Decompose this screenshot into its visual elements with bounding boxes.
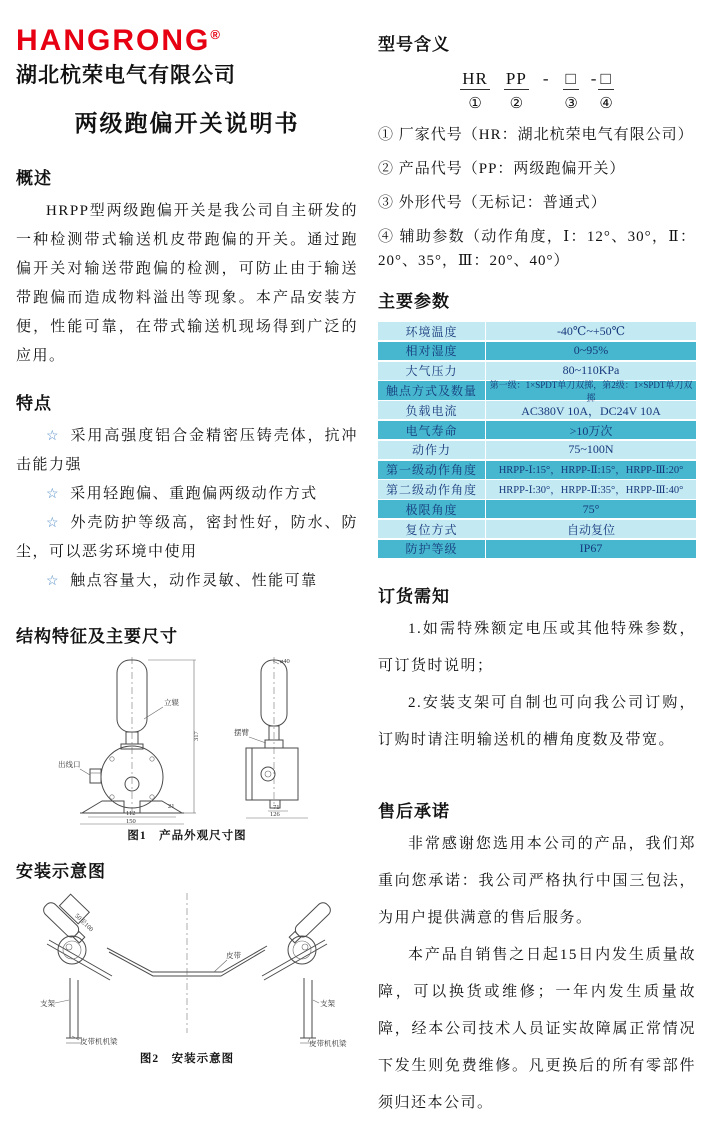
feature-item xyxy=(16,480,358,509)
company-name: 湖北杭荣电气有限公司 xyxy=(16,64,236,87)
param-value: -40℃~+50℃ xyxy=(556,323,626,338)
param-label: 大气压力 xyxy=(378,362,486,380)
model-code-dash2 xyxy=(591,69,598,89)
parameters-heading: 主要参数 xyxy=(378,292,450,311)
param-value: 第一级：1×SPDT单刀双掷，第2级：1×SPDT单刀双掷 xyxy=(489,379,693,403)
table-row xyxy=(378,441,696,459)
swing-arm-label: 摆臂 xyxy=(234,728,249,737)
ordering-heading: 订货需知 xyxy=(378,587,450,607)
parameters-table xyxy=(378,322,696,558)
table-row xyxy=(378,421,696,439)
param-value: 75~100N xyxy=(568,442,614,457)
param-label: 电气寿命 xyxy=(378,421,486,439)
feature-item xyxy=(16,422,358,480)
param-value: HRPP-Ⅰ:30°，HRPP-Ⅱ:35°，HRPP-Ⅲ:40° xyxy=(498,485,684,497)
model-code-part-2 xyxy=(504,69,529,113)
product-dimension-diagram xyxy=(22,655,352,825)
circled-3: ③ xyxy=(564,96,578,112)
ordering-paragraph-1: 1.如需特殊额定电压或其他特殊参数，可订货时说明； xyxy=(378,621,696,675)
logo-text: HANGRONG xyxy=(16,24,211,57)
param-value: 0~95% xyxy=(573,343,609,358)
bracket-right-label: 支架 xyxy=(320,999,335,1008)
param-label: 触点方式及数量 xyxy=(378,381,486,399)
aftersales-paragraph-2: 本产品自销售之日起15日内发生质量故障，可以换货或维修；一年内发生质量故障，经本公司技术人员证实故障属正常情况下发生则免费维修。凡更换后的所有零部件须归还本公司。 xyxy=(378,947,696,1112)
code-dash: - xyxy=(542,69,550,88)
star-bullet-icon: ☆ xyxy=(46,429,61,444)
param-value: AC380V 10A，DC24V 10A xyxy=(521,403,661,418)
model-note-2: ② 产品代号（PP：两级跑偏开关） xyxy=(378,161,626,177)
table-row xyxy=(378,322,696,340)
width-dimension-112: 112 xyxy=(126,810,136,817)
width-dimension-21: 21 xyxy=(168,803,175,810)
table-row xyxy=(378,520,696,538)
model-code-dash xyxy=(543,69,550,89)
installation-diagram xyxy=(22,888,352,1048)
height-dimension: 317 xyxy=(193,731,200,741)
table-row xyxy=(378,342,696,360)
table-row xyxy=(378,480,696,498)
figure2-caption: 图2 安装示意图 xyxy=(139,1053,235,1065)
features-list xyxy=(16,422,358,596)
feature-text: 外壳防护等级高，密封性好，防水、防尘，可以恶劣环境中使用 xyxy=(16,515,358,560)
param-value: 80~110KPa xyxy=(562,363,620,378)
param-label: 防护等级 xyxy=(378,540,486,558)
features-heading: 特点 xyxy=(16,394,52,413)
installation-heading: 安装示意图 xyxy=(16,862,106,881)
code-hr: HR xyxy=(462,69,488,88)
param-label: 负载电流 xyxy=(378,401,486,419)
code-box-4: □ xyxy=(600,69,612,88)
circled-1: ① xyxy=(468,96,482,112)
roller-label: 立辊 xyxy=(164,698,179,707)
table-row xyxy=(378,500,696,518)
width-dimension-126: 126 xyxy=(270,811,280,818)
model-code-part-4 xyxy=(598,69,613,113)
param-label: 动作力 xyxy=(378,441,486,459)
param-label: 相对湿度 xyxy=(378,342,486,360)
ordering-paragraph-2: 2.安装支架可自制也可向我公司订购，订购时请注明输送机的槽角度数及带宽。 xyxy=(378,695,696,749)
table-row xyxy=(378,379,696,403)
model-code-part-3 xyxy=(563,69,578,113)
feature-text: 采用轻跑偏、重跑偏两级动作方式 xyxy=(70,486,318,502)
belt-label: 皮带 xyxy=(226,951,241,960)
table-row xyxy=(378,540,696,558)
figure1-dimensions-drawing xyxy=(16,655,358,843)
table-row xyxy=(378,461,696,479)
width-dimension-71: 71 xyxy=(273,804,280,811)
model-notes xyxy=(378,123,696,273)
code-box-3: □ xyxy=(565,69,577,88)
param-value: >10万次 xyxy=(569,423,613,438)
model-code-diagram xyxy=(378,69,696,113)
registered-trademark-icon: ® xyxy=(210,27,222,42)
roller-diameter-label: ø40 xyxy=(280,658,290,665)
structure-heading: 结构特征及主要尺寸 xyxy=(16,627,178,646)
circled-2: ② xyxy=(509,96,524,112)
beam-right-label: 皮带机机梁 xyxy=(309,1039,347,1048)
param-value: IP67 xyxy=(579,541,603,556)
param-label: 第二级动作角度 xyxy=(378,480,486,498)
document-title: 两级跑偏开关说明书 xyxy=(74,110,300,136)
feature-text: 采用高强度铝合金精密压铸壳体，抗冲击能力强 xyxy=(16,428,358,473)
overview-heading: 概述 xyxy=(16,169,52,188)
param-value: 75° xyxy=(582,501,600,516)
model-note-3: ③ 外形代号（无标记：普通式） xyxy=(378,195,607,211)
model-code-part-1 xyxy=(460,69,490,113)
width-dimension-150: 150 xyxy=(126,818,136,825)
cable-outlet-label: 出线口 xyxy=(58,760,81,769)
left-column xyxy=(16,0,358,1066)
param-value: HRPP-Ⅰ:15°，HRPP-Ⅱ:15°，HRPP-Ⅲ:20° xyxy=(498,465,684,477)
aftersales-heading: 售后承诺 xyxy=(378,802,450,822)
feature-text: 触点容量大，动作灵敏、性能可靠 xyxy=(70,573,318,589)
figure2-installation-drawing xyxy=(16,888,358,1066)
gap-dimension-label: 50至100 xyxy=(73,912,95,934)
param-label: 极限角度 xyxy=(378,500,486,518)
param-label: 复位方式 xyxy=(378,520,486,538)
star-bullet-icon: ☆ xyxy=(46,516,61,531)
feature-item xyxy=(16,509,358,567)
model-heading: 型号含义 xyxy=(378,35,450,54)
aftersales-paragraph-1: 非常感谢您选用本公司的产品，我们郑重向您承诺：我公司严格执行中国三包法，为用户提供满意的售后服务。 xyxy=(378,836,696,927)
table-row xyxy=(378,401,696,419)
code-pp: PP xyxy=(505,69,527,88)
right-column xyxy=(378,0,696,1122)
star-bullet-icon: ☆ xyxy=(46,574,61,589)
param-label: 第一级动作角度 xyxy=(378,461,486,479)
star-bullet-icon: ☆ xyxy=(46,487,61,502)
feature-item xyxy=(16,567,358,596)
param-label: 环境温度 xyxy=(378,322,486,340)
figure1-caption: 图1 产品外观尺寸图 xyxy=(127,830,247,842)
overview-paragraph: HRPP型两级跑偏开关是我公司自主研发的一种检测带式输送机皮带跑偏的开关。通过跑偏开关对输送带跑偏的检测，可防止由于输送带跑偏而造成物料溢出等现象。本产品安装方便，性能可靠，在带式输送机现场得到广泛的应用。 xyxy=(16,203,358,364)
bracket-left-label: 支架 xyxy=(40,999,55,1008)
model-note-1: ① 厂家代号（HR：湖北杭荣电气有限公司） xyxy=(378,127,694,143)
param-value: 自动复位 xyxy=(566,522,615,537)
circled-4: ④ xyxy=(599,96,613,112)
code-dash-2: - xyxy=(590,69,598,88)
model-note-4: ④ 辅助参数（动作角度，Ⅰ：12°、30°，Ⅱ：20°、35°，Ⅲ：20°、40°） xyxy=(378,229,696,269)
beam-left-label: 皮带机机梁 xyxy=(80,1037,118,1046)
company-logo xyxy=(16,24,358,57)
